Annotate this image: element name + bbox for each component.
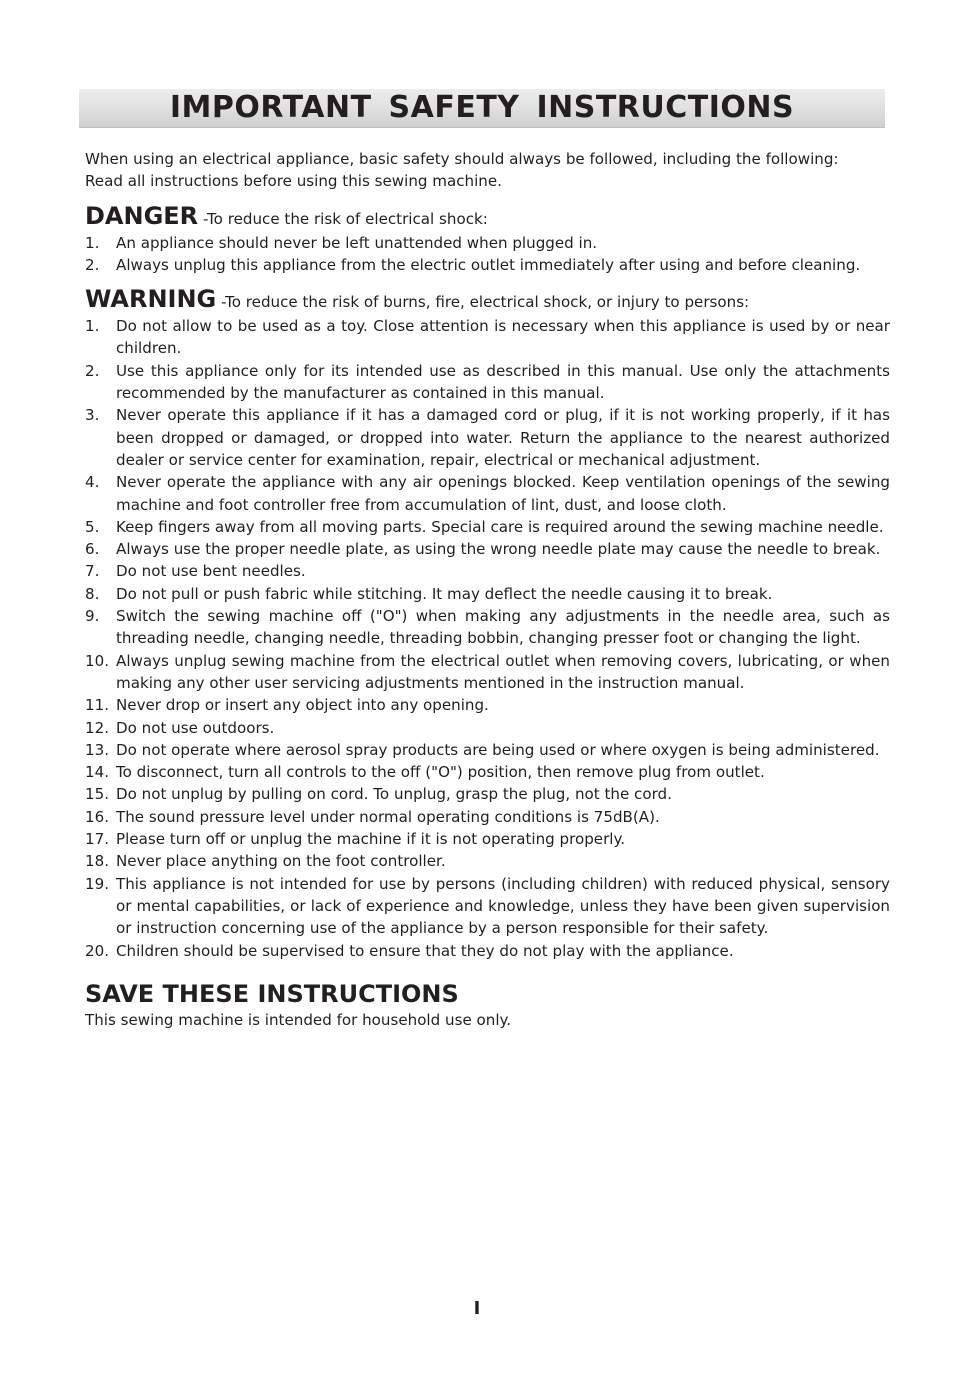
list-item [85,694,890,716]
list-item-number: 14. [85,763,110,782]
list-item-number: 8. [85,584,100,603]
list-item-text: The sound pressure level under normal operating conditions is 75dB(A). [116,807,660,826]
list-item-number: 15. [85,785,110,804]
list-item-number: 1. [85,317,100,336]
list-item [85,560,890,582]
list-item-text: Always unplug this appliance from the electric outlet immediately after using and before cleaning. [116,255,861,274]
list-item-number: 11. [85,696,110,715]
list-item [85,850,890,872]
list-item-text: Never drop or insert any object into any opening. [116,696,489,715]
warning-heading-row [85,286,890,315]
list-item-text: An appliance should never be left unattended when plugged in. [116,233,598,252]
list-item-text: This appliance is not intended for use by persons (including children) with reduced physical, sensory or mental capabilities, or lack of experience and knowledge, unless they have been given supervision or instruction concerning use of the appliance by a person responsible for their safety. [116,874,890,938]
list-item [85,783,890,805]
list-item [85,471,890,516]
list-item-number: 10. [85,651,110,670]
list-item-number: 3. [85,406,100,425]
danger-heading-row [85,203,890,232]
intro-line-2: Read all instructions before using this sewing machine. [85,172,502,191]
list-item [85,940,890,962]
list-item-text: Do not operate where aerosol spray products are being used or where oxygen is being administered. [116,740,880,759]
list-item [85,717,890,739]
list-item [85,538,890,560]
list-item-number: 7. [85,562,100,581]
list-item-number: 16. [85,807,110,826]
warning-heading: WARNING [85,285,217,314]
list-item [85,516,890,538]
list-item-text: Never operate this appliance if it has a damaged cord or plug, if it is not working properly, if it has been dropped or damaged, or dropped into water. Return the appliance to the nearest authorized dealer or service center for examination, repair, electrical or mechanical adjustment. [116,406,890,469]
list-item-number: 12. [85,718,110,737]
list-item-number: 9. [85,607,100,626]
list-item [85,315,890,360]
document-body [85,148,890,1031]
list-item-text: Do not allow to be used as a toy. Close attention is necessary when this appliance is used by or near children. [116,317,890,358]
intro-line-1: When using an electrical appliance, basic safety should always be followed, including the following: [85,150,839,168]
title-banner [79,89,885,128]
list-item-text: Do not use outdoors. [116,718,275,737]
save-text: This sewing machine is intended for household use only. [85,1010,512,1029]
list-item-text: Please turn off or unplug the machine if it is not operating properly. [116,830,626,849]
list-item-text: Do not unplug by pulling on cord. To unplug, grasp the plug, not the cord. [116,785,672,804]
warning-list [85,315,890,962]
list-item-text: Always unplug sewing machine from the electrical outlet when removing covers, lubricating, or when making any other user servicing adjustments mentioned in the instruction manual. [116,651,890,692]
list-item-text: Do not pull or push fabric while stitching. It may deflect the needle causing it to break. [116,584,773,603]
list-item-number: 2. [85,361,100,380]
list-item-number: 17. [85,830,110,849]
list-item-text: Keep fingers away from all moving parts. Special care is required around the sewing machine needle. [116,517,884,536]
list-item [85,806,890,828]
list-item [85,232,890,254]
page-title: IMPORTANT SAFETY INSTRUCTIONS [169,90,795,125]
list-item [85,761,890,783]
list-item [85,360,890,405]
warning-description: -To reduce the risk of burns, fire, electrical shock, or injury to persons: [221,293,750,312]
list-item-text: Never place anything on the foot controller. [116,852,446,871]
save-heading: SAVE THESE INSTRUCTIONS [85,979,459,1008]
list-item [85,254,890,276]
list-item-text: Use this appliance only for its intended use as described in this manual. Use only the attachments recommended by the manufacturer as contained in this manual. [116,361,890,403]
list-item [85,828,890,850]
danger-description: -To reduce the risk of electrical shock: [202,209,488,228]
danger-heading: DANGER [85,201,199,230]
list-item [85,404,890,471]
list-item-number: 1. [85,233,100,252]
list-item-text: To disconnect, turn all controls to the off ("O") position, then remove plug from outlet. [116,763,765,782]
page-number: I [473,1298,481,1319]
list-item [85,605,890,650]
danger-list [85,232,890,277]
list-item-text: Always use the proper needle plate, as using the wrong needle plate may cause the needle to break. [116,540,881,559]
list-item-text: Children should be supervised to ensure that they do not play with the appliance. [116,941,734,960]
list-item-number: 13. [85,740,110,759]
list-item [85,873,890,940]
list-item [85,739,890,761]
list-item-number: 20. [85,941,110,960]
list-item-number: 2. [85,255,100,274]
list-item-text: Do not use bent needles. [116,562,306,581]
list-item-number: 5. [85,517,100,536]
list-item-number: 6. [85,540,100,559]
list-item [85,650,890,695]
list-item [85,583,890,605]
list-item-text: Never operate the appliance with any air openings blocked. Keep ventilation openings of the sewing machine and foot controller free from accumulation of lint, dust, and loose cloth. [116,473,890,514]
list-item-text: Switch the sewing machine off ("O") when making any adjustments in the needle area, such as threading needle, changing needle, threading bobbin, changing presser foot or changing the light. [116,607,890,648]
list-item-number: 18. [85,852,110,871]
list-item-number: 4. [85,473,100,492]
list-item-number: 19. [85,874,110,893]
